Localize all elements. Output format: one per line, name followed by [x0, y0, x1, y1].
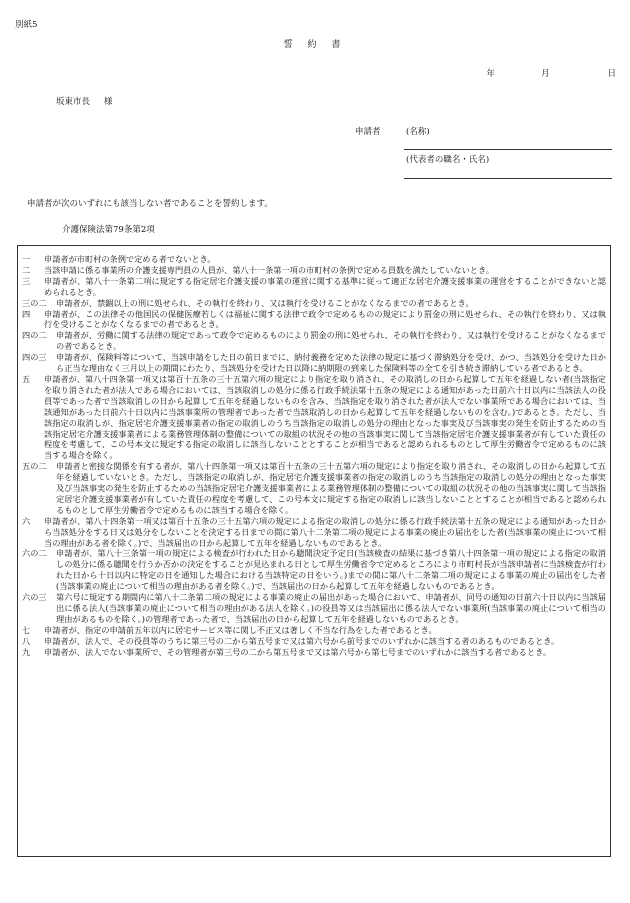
addressee	[56, 97, 113, 108]
condition-text: 申請者が、保険料等について、当該申請をした日の前日までに、納付義務を定めた法律の規定に基づく滞納処分を受け、かつ、当該処分を受けた日から正当な理由なく三月以上の期間にわたり、当該処分を受けた日以降に納期限の到来した保険料等の全てを引き続き滞納している者であるとき。	[56, 352, 606, 374]
declaration-text: 申請者が次のいずれにも該当しない者であることを誓約します。	[27, 199, 273, 209]
condition-label: 八	[22, 635, 31, 646]
condition-label: 三の二	[22, 297, 47, 308]
condition-text: 申請者が、禁錮以上の刑に処せられ、その執行を終わり、又は執行を受けることがなくなるまでの者であるとき。	[56, 297, 474, 308]
condition-label: 九	[22, 646, 31, 657]
condition-item	[22, 352, 606, 374]
condition-item	[22, 647, 606, 658]
condition-label: 四	[22, 308, 31, 319]
condition-text: 申請者が、法人で、その役員等のうちに第三号の二から第五号まで又は第六号から前号までのいずれかに該当する者のあるものであるとき。	[44, 635, 560, 646]
condition-item	[22, 592, 606, 625]
condition-text: 申請者と密接な関係を有する者が、第八十四条第一項又は第百十五条の三十五第六項の規定により指定を取り消され、その取消しの日から起算して五年を経過していないとき。ただし、当該指定の取消しが、指定居宅介護支援事業者の指定の取消しのうち当該指定の取消しの処分の理由となった事実及び当該事実の発生を防止するための当該指定居宅介護支援事業者による業務管理体制の整備についての取組の状況その他の当該事実に関して当該指定居宅介護支援事業者が有していた責任の程度を考慮して、この号本文に規定する指定の取消しに該当しないこととすることが相当であると認められるものとして厚生労働省令で定めるものに該当する場合を除く。	[56, 461, 606, 515]
addressee-name: 坂東市長	[56, 97, 91, 107]
date-year: 年	[486, 69, 495, 79]
condition-text: 申請者が、第八十一条第二項に規定する指定居宅介護支援の事業の運営に関する基準に従って適正な居宅介護支援事業の運営をすることができないと認められるとき。	[44, 275, 606, 297]
condition-label: 三	[22, 275, 31, 286]
addressee-honorific: 様	[104, 97, 113, 107]
condition-label: 二	[22, 264, 31, 275]
condition-item	[22, 461, 606, 516]
condition-text: 第六号に規定する期間内に第八十二条第二項の規定による事業の廃止の届出があった場合において、申請者が、同号の通知の日前六十日以内に当該届出に係る法人(当該事業の廃止について相当の理由がある法人を除く。)の役員等又は当該届出に係る法人でない事業所(当該事業の廃止について相当の理由があるものを除く。)の管理者であった者で、当該届出の日から起算して五年を経過しないものであるとき。	[56, 592, 606, 624]
conditions-box	[17, 245, 611, 857]
condition-label: 七	[22, 624, 31, 635]
condition-item	[22, 625, 606, 636]
law-reference: 介護保険法第79条第2項	[62, 225, 155, 235]
condition-item	[22, 298, 606, 309]
condition-item	[22, 374, 606, 461]
condition-label: 六	[22, 515, 31, 526]
condition-label: 四の三	[22, 352, 47, 363]
condition-item	[22, 548, 606, 592]
condition-label: 六の三	[22, 592, 47, 603]
condition-label: 五	[22, 373, 31, 384]
condition-text: 当該申請に係る事業所の介護支援専門員の人員が、第八十一条第一項の市町村の条例で定める員数を満たしていないとき。	[44, 264, 494, 275]
condition-text: 申請者が、第八十四条第一項又は第百十五条の三十五第六項の規定による指定の取消しの処分に係る行政手続法第十五条の規定による通知があった日から当該処分をする日又は処分をしないことを決定する日までの間に第八十二条第二項の規定による事業の廃止の届出をした者(当該事業の廃止について相当の理由がある者を除く。)で、当該届出の日から起算して五年を経過しないものであるとき。	[44, 515, 606, 548]
condition-label: 五の二	[22, 461, 47, 472]
condition-item	[22, 636, 606, 647]
form-number: 別紙5	[15, 20, 38, 30]
applicant-name-line[interactable]	[404, 149, 612, 150]
condition-item	[22, 516, 606, 549]
applicant-name-field-label: (名称)	[406, 127, 430, 137]
condition-text: 申請者が、指定の申請前五年以内に居宅サービス等に関し不正又は著しく不当な行為をした者であるとき。	[44, 624, 437, 635]
condition-label: 一	[22, 254, 31, 264]
applicant-rep-field-label: (代表者の職名・氏名)	[406, 155, 490, 165]
applicant-label: 申請者	[355, 127, 381, 137]
condition-text: 申請者が市町村の条例で定める者でないとき。	[44, 254, 216, 264]
condition-text: 申請者が、この法律その他国民の保健医療若しくは福祉に関する法律で政令で定めるものの規定により罰金の刑に処せられ、その執行を終わり、又は執行を受けることがなくなるまでの者であるとき。	[44, 308, 606, 330]
date-day: 日	[607, 69, 616, 79]
condition-label: 六の二	[22, 548, 47, 559]
condition-item	[22, 276, 606, 298]
condition-text: 申請者が、第八十四条第一項又は第百十五条の三十五第六項の規定により指定を取り消され、その取消しの日から起算して五年を経過しない者(当該指定を取り消された者が法人である場合においては、当該取消しの処分に係る行政手続法第十五条の規定による通知があった日前六十日以内に当該法人の役員等であった者で当該取消しの日から起算して五年を経過しないものを含み、当該指定を取り消された者が法人でない事業所である場合においては、当該通知があった日前六十日以内に当該事業所の管理者であった者で当該取消しの日から起算して五年を経過しないものを含む。)であるとき。ただし、当該指定の取消しが、指定居宅介護支援事業者の指定の取消しのうち当該指定の取消しの処分の理由となった事実及び当該事実の発生を防止するための当該指定居宅介護支援事業者による業務管理体制の整備についての取組の状況その他の当該事実に関して当該指定居宅介護支援事業者が有していた責任の程度を考慮して、この号本文に規定する指定の取消しに該当しないこととすることが相当であると認められるものとして厚生労働省令で定めるものに該当する場合を除く。	[44, 373, 606, 461]
date-month: 月	[540, 69, 550, 79]
condition-item	[22, 265, 606, 276]
condition-text: 申請者が、法人でない事業所で、その管理者が第三号の二から第五号まで又は第六号から第七号までのいずれかに該当する者であるとき。	[44, 646, 552, 657]
condition-item	[22, 254, 606, 265]
applicant-rep-line[interactable]	[404, 178, 612, 179]
condition-text: 申請者が、労働に関する法律の規定であって政令で定めるものにより罰金の刑に処せられ、その執行を終わり、又は執行を受けることがなくなるまでの者であるとき。	[56, 330, 606, 352]
date-line	[486, 69, 616, 80]
condition-label: 四の二	[22, 330, 47, 341]
document-title: 誓 約 書	[283, 40, 347, 50]
condition-item	[22, 309, 606, 331]
condition-item	[22, 330, 606, 352]
condition-text: 申請者が、第八十三条第一項の規定による検査が行われた日から聴聞決定予定日(当該検査の結果に基づき第八十四条第一項の規定による指定の取消しの処分に係る聴聞を行うか否かの決定をすることが見込まれる日として厚生労働省令で定めるところにより市町村長が当該申請者に当該検査が行われた日から十日以内に特定の日を通知した場合における当該特定の日をいう。)までの間に第八十二条第二項の規定による事業の廃止の届出をした者(当該事業の廃止について相当の理由がある者を除く。)で、当該届出の日から起算して五年を経過しないものであるとき。	[56, 548, 606, 592]
